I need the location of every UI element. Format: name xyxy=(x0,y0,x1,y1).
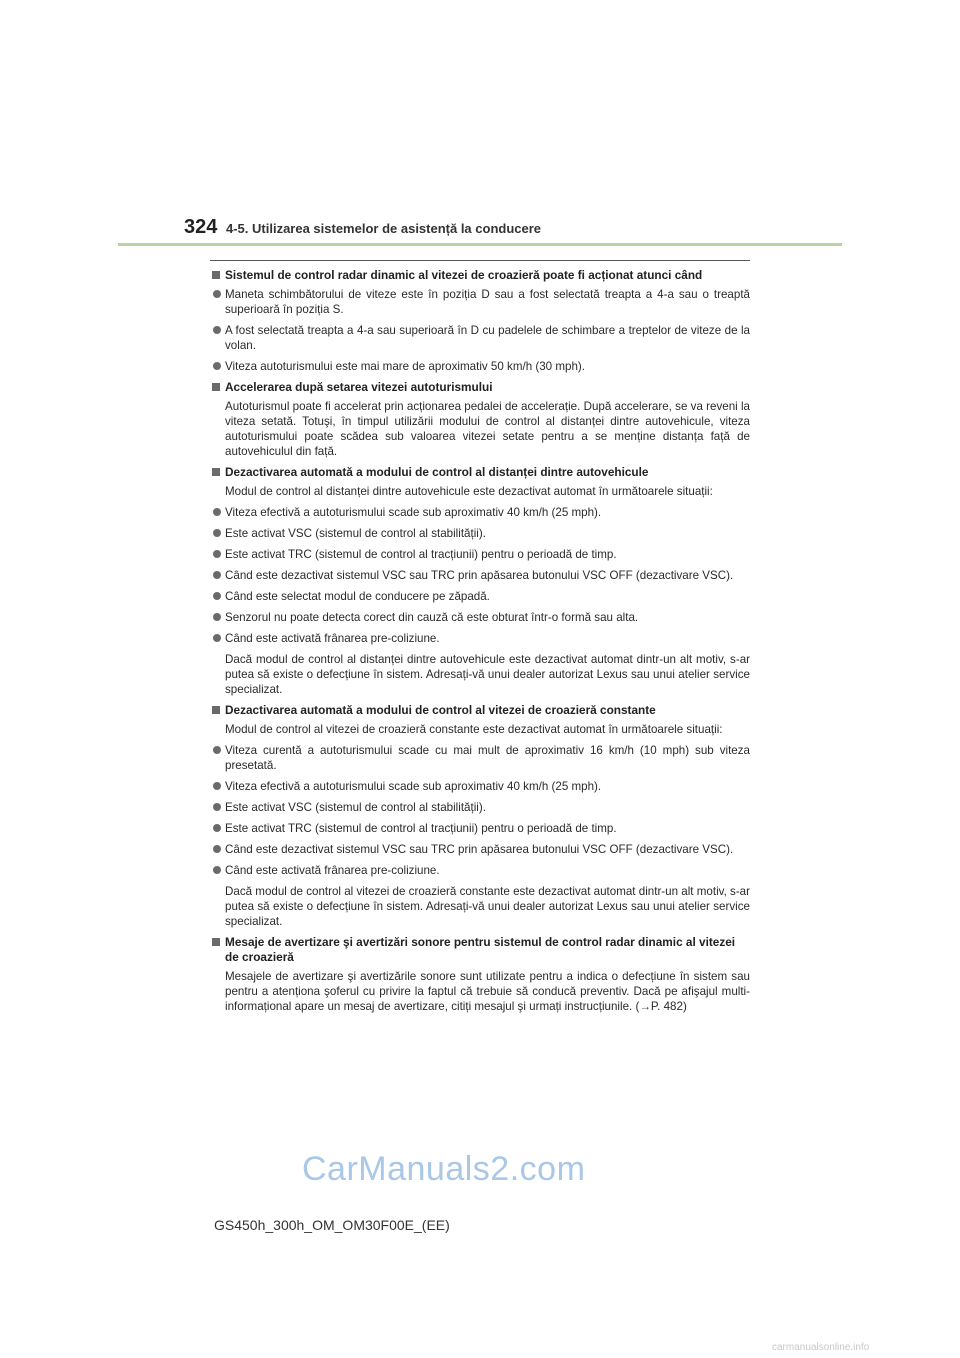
header-rule xyxy=(118,243,842,246)
circle-bullet-icon xyxy=(213,782,221,790)
circle-bullet-icon xyxy=(213,529,221,537)
square-bullet-icon xyxy=(212,271,220,279)
section-distance-deactivation xyxy=(212,465,750,697)
section-radar-conditions xyxy=(212,268,750,374)
list-item: Viteza efectivă a autoturismului scade sub aproximativ 40 km/h (25 mph). xyxy=(212,505,750,520)
list-item: Este activat TRC (sistemul de control al tracțiunii) pentru o perioadă de timp. xyxy=(212,821,750,836)
page-header xyxy=(184,216,541,239)
section-outro: Dacă modul de control al distanței dintre autovehicule este dezactivat automat dintr-un alt motiv, s-ar putea să existe o defecțiune în sistem. Adresați-vă unui dealer autorizat Lexus sau unui atelier service specializat. xyxy=(225,653,750,696)
list-item: Când este dezactivat sistemul VSC sau TRC prin apăsarea butonului VSC OFF (dezactivare VSC). xyxy=(212,842,750,857)
list-item: Când este activată frânarea pre-coliziune. xyxy=(212,863,750,878)
section-title: Dezactivarea automată a modului de control al vitezei de croazieră constante xyxy=(212,703,750,718)
circle-bullet-icon xyxy=(213,571,221,579)
section-paragraph: Mesajele de avertizare şi avertizările sonore sunt utilizate pentru a indica o defecțiune în sistem sau pentru a atenționa şoferul cu privire la faptul că trebuie să conducă preventiv. Dacă pe afişajul multi-informațional apare un mesaj de avertizare, citiți mesajul şi urmați instrucțiunile. (→P. 482) xyxy=(225,970,750,1013)
circle-bullet-icon xyxy=(213,803,221,811)
footer-doc-code: GS450h_300h_OM_OM30F00E_(EE) xyxy=(214,1217,450,1233)
list-item: Este activat VSC (sistemul de control al stabilității). xyxy=(212,526,750,541)
circle-bullet-icon xyxy=(213,746,221,754)
circle-bullet-icon xyxy=(213,866,221,874)
circle-bullet-icon xyxy=(213,634,221,642)
square-bullet-icon xyxy=(212,468,220,476)
section-outro: Dacă modul de control al vitezei de croazieră constante este dezactivat automat dintr-un alt motiv, s-ar putea să existe o defecțiune în sistem. Adresați-vă unui dealer autorizat Lexus sau unui atelier service specializat. xyxy=(225,885,750,928)
circle-bullet-icon xyxy=(213,845,221,853)
section-acceleration xyxy=(212,380,750,459)
list-item: Când este activată frânarea pre-coliziune. xyxy=(212,631,750,646)
section-warnings xyxy=(212,935,750,1014)
section-intro: Modul de control al distanței dintre autovehicule este dezactivat automat în următoarele situații: xyxy=(225,485,713,498)
section-title: Sistemul de control radar dinamic al vitezei de croazieră poate fi acționat atunci când xyxy=(212,268,750,283)
watermark: CarManuals2.com xyxy=(302,1150,586,1188)
section-title: Accelerarea după setarea vitezei autoturismului xyxy=(212,380,750,395)
square-bullet-icon xyxy=(212,938,220,946)
list-item: Este activat VSC (sistemul de control al stabilității). xyxy=(212,800,750,815)
section-intro: Modul de control al vitezei de croazieră constante este dezactivat automat în următoarele situații: xyxy=(225,723,723,736)
circle-bullet-icon xyxy=(213,362,221,370)
list-item: Viteza curentă a autoturismului scade cu mai mult de aproximativ 16 km/h (10 mph) sub viteza presetată. xyxy=(212,743,750,773)
list-item: Când este dezactivat sistemul VSC sau TRC prin apăsarea butonului VSC OFF (dezactivare VSC). xyxy=(212,568,750,583)
square-bullet-icon xyxy=(212,706,220,714)
circle-bullet-icon xyxy=(213,290,221,298)
section-rule xyxy=(210,260,750,261)
list-item: A fost selectată treapta a 4-a sau superioară în D cu padelele de schimbare a treptelor de viteze de la volan. xyxy=(212,323,750,353)
section-paragraph: Autoturismul poate fi accelerat prin acționarea pedalei de accelerație. După accelerare, se va reveni la viteza setată. Totuşi, în timpul utilizării modului de control al distanței dintre autovehicule, viteza autoturismului poate scădea sub valoarea vitezei setate pentru a se menține distanța față de autovehiculul din față. xyxy=(225,400,750,458)
list-item: Viteza efectivă a autoturismului scade sub aproximativ 40 km/h (25 mph). xyxy=(212,779,750,794)
circle-bullet-icon xyxy=(213,613,221,621)
square-bullet-icon xyxy=(212,383,220,391)
list-item: Maneta schimbătorului de viteze este în poziția D sau a fost selectată treapta a 4-a sau o treaptă superioară în poziția S. xyxy=(212,287,750,317)
bottom-watermark: carmanualsonline.info xyxy=(772,1342,870,1353)
list-item: Viteza autoturismului este mai mare de aproximativ 50 km/h (30 mph). xyxy=(212,359,750,374)
chapter-title: 4-5. Utilizarea sistemelor de asistență la conducere xyxy=(226,221,542,236)
page-number: 324 xyxy=(184,216,218,238)
page-content xyxy=(212,268,750,1020)
circle-bullet-icon xyxy=(213,824,221,832)
list-item: Senzorul nu poate detecta corect din cauză că este obturat într-o formă sau alta. xyxy=(212,610,750,625)
circle-bullet-icon xyxy=(213,550,221,558)
section-constant-deactivation xyxy=(212,703,750,929)
section-title: Mesaje de avertizare şi avertizări sonore pentru sistemul de control radar dinamic al vitezei de croazieră xyxy=(212,935,750,965)
circle-bullet-icon xyxy=(213,592,221,600)
list-item: Este activat TRC (sistemul de control al tracțiunii) pentru o perioadă de timp. xyxy=(212,547,750,562)
list-item: Când este selectat modul de conducere pe zăpadă. xyxy=(212,589,750,604)
circle-bullet-icon xyxy=(213,326,221,334)
circle-bullet-icon xyxy=(213,508,221,516)
section-title: Dezactivarea automată a modului de control al distanței dintre autovehicule xyxy=(212,465,750,480)
